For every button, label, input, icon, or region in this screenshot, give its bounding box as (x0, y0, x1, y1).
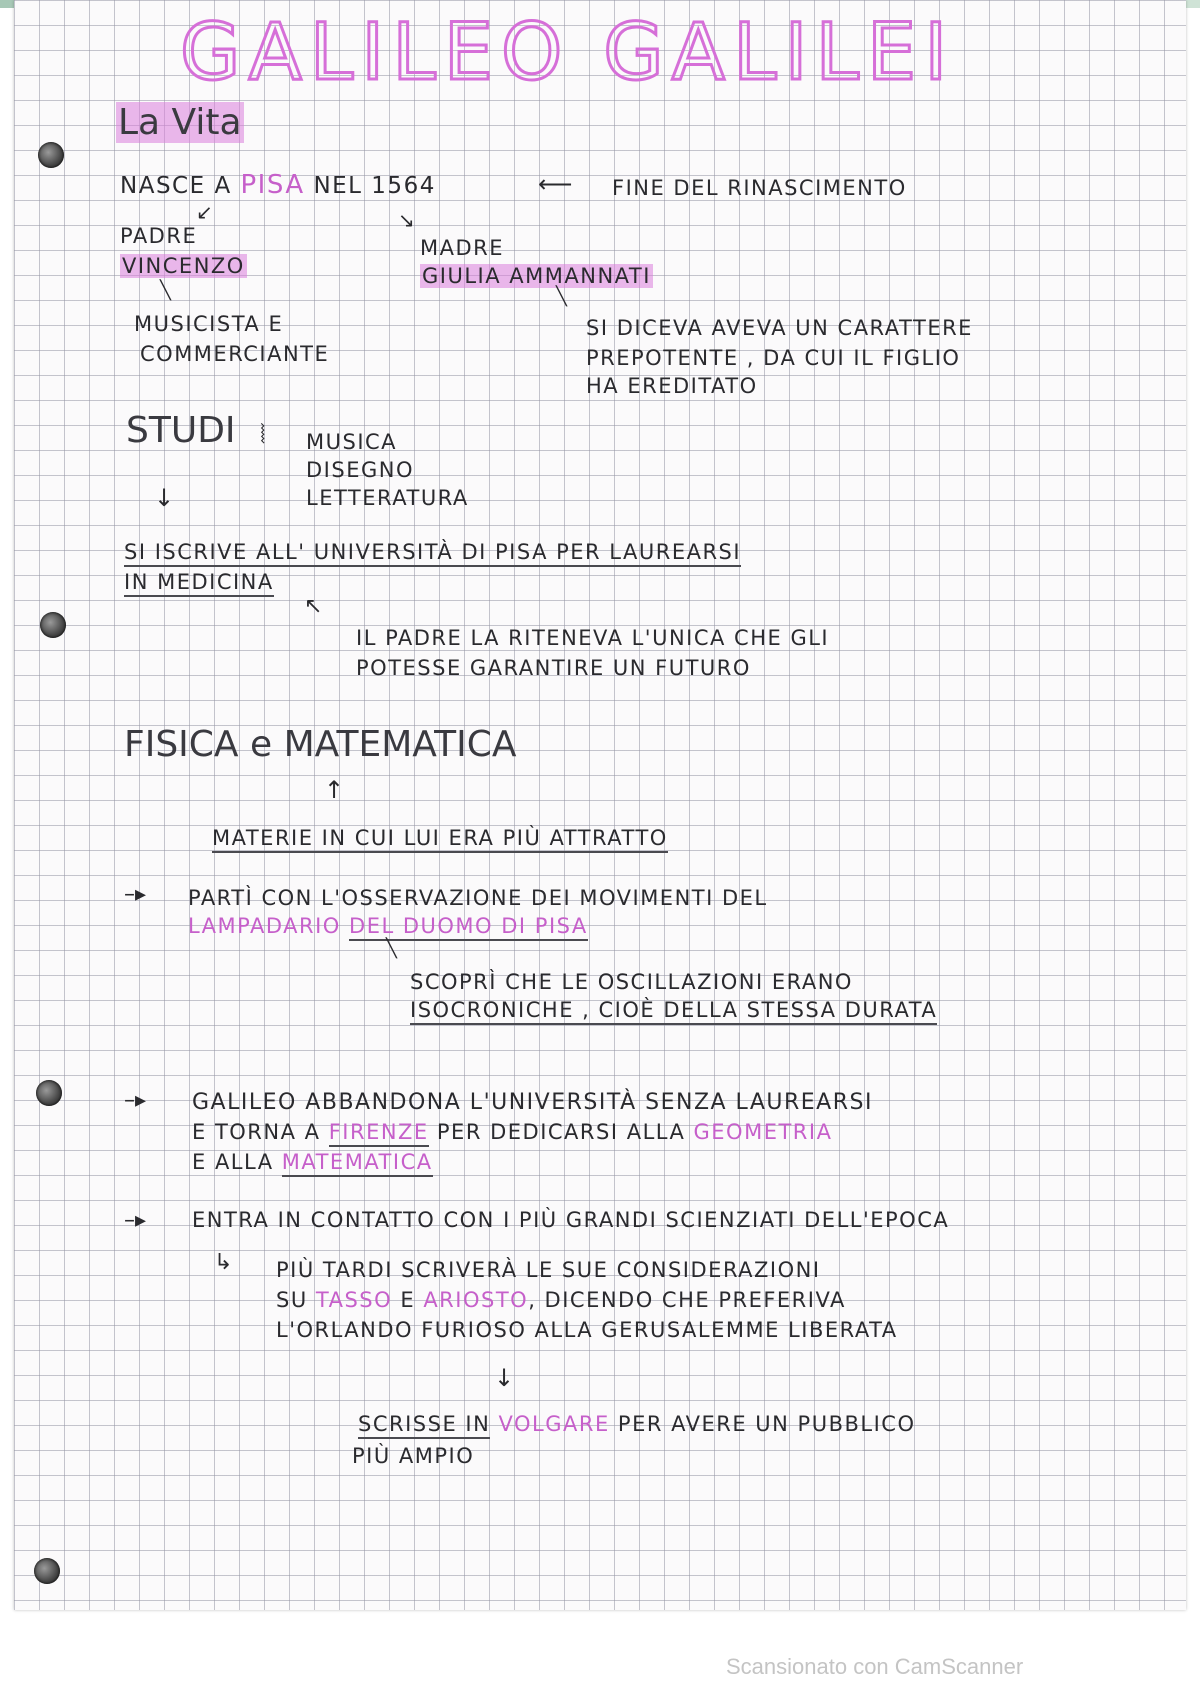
vulgar-line-2: PIÙ AMPIO (352, 1444, 475, 1468)
up-arrow-icon: ↖ (304, 594, 323, 619)
discovery-line-2: ISOCRONICHE , CIOÈ DELLA STESSA DURATA (410, 998, 937, 1022)
punch-hole (38, 142, 64, 168)
line-connector-icon: ╲ (386, 938, 397, 959)
mother-note-1: SI DICEVA AVEVA UN CARATTERE (586, 316, 973, 340)
study-item: LETTERATURA (306, 486, 469, 510)
punch-hole (34, 1558, 60, 1584)
study-item: DISEGNO (306, 458, 414, 482)
father-reason-1: IL PADRE LA RITENEVA L'UNICA CHE GLI (356, 626, 830, 650)
leave-university-line-3: E ALLA MATEMATICA (192, 1150, 433, 1174)
line-connector-icon: ╲ (160, 280, 171, 301)
later-line-1: PIÙ TARDI SCRIVERÀ LE SUE CONSIDERAZIONI (276, 1258, 821, 1282)
bracket-connector-icon: ⦚ (260, 420, 266, 450)
scanner-watermark: Scansionato con CamScanner (726, 1654, 1024, 1679)
section-heading-physics: FISICA e MATEMATICA (124, 724, 517, 765)
vulgar-line-1: SCRISSE IN VOLGARE PER AVERE UN PUBBLICO (358, 1412, 916, 1436)
father-reason-2: POTESSE GARANTIRE UN FUTURO (356, 656, 751, 680)
mother-label: MADRE (420, 236, 505, 260)
mother-name: GIULIA AMMANNATI (422, 264, 651, 288)
line-connector-icon: ╲ (556, 286, 567, 307)
punch-hole (36, 1080, 62, 1106)
mother-note-3: HA EREDITATO (586, 374, 758, 398)
down-arrow-icon: ↙ (196, 200, 213, 224)
bullet-arrow-icon: –▸ (124, 1208, 147, 1233)
down-arrow-icon: ↓ (494, 1364, 515, 1392)
curved-arrow-icon: ↳ (214, 1250, 233, 1275)
father-label: PADRE (120, 224, 198, 248)
study-item: MUSICA (306, 430, 398, 454)
page-title: GALILEO GALILEI (180, 8, 956, 98)
later-line-2: SU TASSO E ARIOSTO, DICENDO CHE PREFERIVA (276, 1288, 846, 1312)
observation-line-1: PARTÌ CON L'OSSERVAZIONE DEI MOVIMENTI DEL (188, 886, 768, 910)
bullet-arrow-icon: –▸ (124, 882, 147, 907)
contact-line: ENTRA IN CONTATTO CON I PIÙ GRANDI SCIENZIATI DELL'EPOCA (192, 1208, 950, 1232)
leave-university-line-2: E TORNA A FIRENZE PER DEDICARSI ALLA GEOMETRIA (192, 1120, 832, 1144)
punch-hole (40, 612, 66, 638)
father-job-1: MUSICISTA E (134, 312, 284, 336)
mother-note-2: PREPOTENTE , DA CUI IL FIGLIO (586, 346, 961, 370)
up-arrow-icon: ↑ (324, 776, 345, 804)
renaissance-note: FINE DEL RINASCIMENTO (612, 176, 907, 200)
university-line-1: SI ISCRIVE ALL' UNIVERSITÀ DI PISA PER LAUREARSI (124, 540, 741, 564)
section-heading-studies: STUDI (126, 410, 236, 451)
attracted-subjects: MATERIE IN CUI LUI ERA PIÙ ATTRATTO (212, 826, 668, 850)
birth-line: NASCE A PISA NEL 1564 (120, 170, 436, 200)
father-name: VINCENZO (122, 254, 245, 278)
section-heading-life: La Vita (118, 102, 242, 143)
observation-line-2: LAMPADARIO DEL DUOMO DI PISA (188, 914, 588, 938)
leave-university-line-1: GALILEO ABBANDONA L'UNIVERSITÀ SENZA LAUREARSI (192, 1090, 873, 1115)
father-job-2: COMMERCIANTE (140, 342, 330, 366)
down-arrow-icon: ↓ (154, 484, 175, 512)
university-line-2: IN MEDICINA (124, 570, 274, 594)
left-arrow-icon: ⟵ (538, 170, 573, 198)
bullet-arrow-icon: –▸ (124, 1088, 147, 1113)
discovery-line-1: SCOPRÌ CHE LE OSCILLAZIONI ERANO (410, 970, 853, 994)
down-arrow-icon: ↘ (398, 208, 415, 232)
later-line-3: L'ORLANDO FURIOSO ALLA GERUSALEMME LIBERATA (276, 1318, 898, 1342)
